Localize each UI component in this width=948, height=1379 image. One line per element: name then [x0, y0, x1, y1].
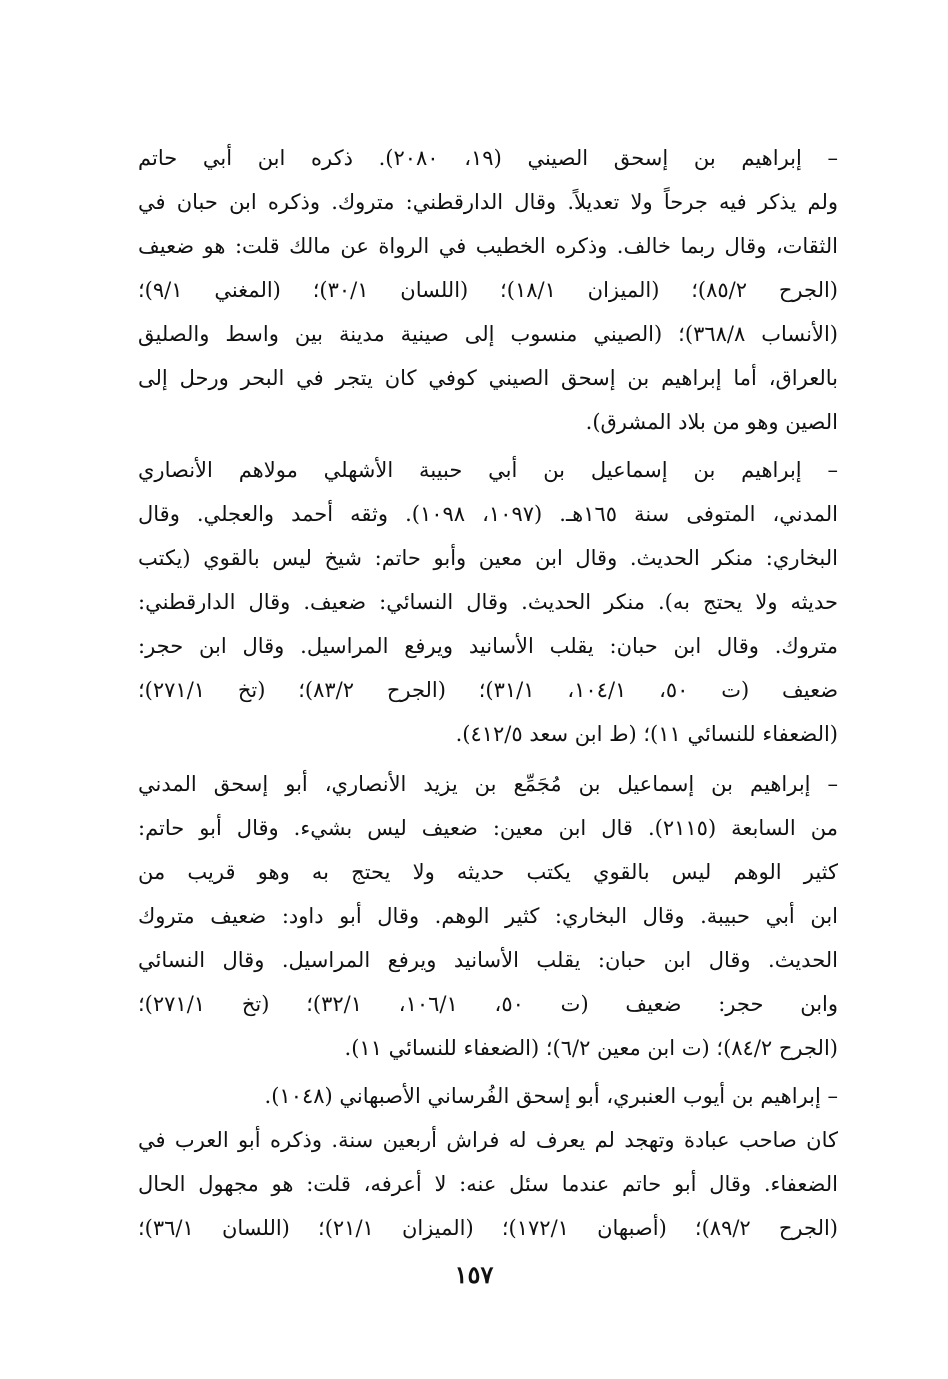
entry-line: – إبراهيم بن إسحق الصيني (١٩، ٢٠٨٠). ذكره ابن أبي حاتم	[138, 146, 838, 170]
entry-line: كثير الوهم ليس بالقوي يكتب حديثه ولا يحتج به وهو قريب من	[138, 860, 838, 884]
entry-ibrahim-ibn-ismail-ibn-abi-habiba	[138, 448, 838, 756]
entry-line: ابن أبي حبيبة. وقال البخاري: كثير الوهم. وقال أبو داود: ضعيف متروك	[138, 904, 838, 928]
entry-line: الصين وهو من بلاد المشرق).	[585, 410, 838, 434]
entry-line: بالعراق، أما إبراهيم بن إسحق الصيني كوفي كان يتجر في البحر ورحل إلى	[138, 366, 838, 390]
entry-line: متروك. وقال ابن حبان: يقلب الأسانيد ويرفع المراسيل. وقال ابن حجر:	[138, 634, 838, 658]
entry-line: ولم يذكر فيه جرحاً ولا تعديلاً. وقال الدارقطني: متروك. وذكره ابن حبان في	[138, 190, 838, 214]
entry-ibrahim-ibn-ishaq-al-sini	[138, 136, 838, 444]
entry-line: من السابعة (٢١١٥). قال ابن معين: ضعيف ليس بشيء. وقال أبو حاتم:	[138, 816, 838, 840]
entry-line: الثقات، وقال ربما خالف. وذكره الخطيب في الرواة عن مالك قلت: هو ضعيف	[138, 234, 838, 258]
entry-line: (الجرح ٨٥/٢)؛ (الميزان ١٨/١)؛ (اللسان ٣٠/١)؛ (المغني ٩/١)؛	[138, 278, 838, 302]
entry-line: الحديث. وقال ابن حبان: يقلب الأسانيد ويرفع المراسيل. وقال النسائي	[138, 948, 838, 972]
entry-line: البخاري: منكر الحديث. وقال ابن معين وأبو حاتم: شيخ ليس بالقوي (يكتب	[138, 546, 838, 570]
entry-line: حديثه ولا يحتج به). منكر الحديث. وقال النسائي: ضعيف. وقال الدارقطني:	[138, 590, 838, 614]
entry-ibrahim-ibn-ayyub-al-anbari	[138, 1074, 838, 1250]
entry-line: كان صاحب عبادة وتهجد لم يعرف له فراش أربعين سنة. وذكره أبو العرب في	[138, 1128, 838, 1152]
entry-line: الضعفاء. وقال أبو حاتم عندما سئل عنه: لا أعرفه، قلت: هو مجهول الحال	[138, 1172, 838, 1196]
entry-line: وابن حجر: ضعيف (ت ٥٠، ١٠٦/١، ٣٢/١)؛ (تخ ٢٧١/١)؛	[138, 992, 839, 1016]
entry-line: المدني، المتوفى سنة ١٦٥هـ. (١٠٩٧، ١٠٩٨). وثقه أحمد والعجلي. وقال	[138, 502, 838, 526]
entry-line: – إبراهيم بن إسماعيل بن مُجَمِّع بن يزيد الأنصاري، أبو إسحق المدني	[138, 772, 838, 796]
entry-line: (الضعفاء للنسائي ١١)؛ (ط ابن سعد ٤١٢/٥).	[455, 722, 838, 746]
entry-line: ضعيف (ت ٥٠، ١٠٤/١، ٣١/١)؛ (الجرح ٨٣/٢)؛ (تخ ٢٧١/١)؛	[138, 678, 839, 702]
page-number: ١٥٧	[454, 1260, 494, 1289]
entry-line: (الجرح ٨٩/٢)؛ (أصبهان ١٧٢/١)؛ (الميزان ٢١/١)؛ (اللسان ٣٦/١)؛	[138, 1216, 838, 1240]
entry-line: – إبراهيم بن إسماعيل بن أبي حبيبة الأشهلي مولاهم الأنصاري	[138, 458, 838, 482]
entry-line: – إبراهيم بن أيوب العنبري، أبو إسحق الفُرساني الأصبهاني (١٠٤٨).	[264, 1084, 838, 1108]
entry-line: (الجرح ٨٤/٢)؛ (ت ابن معين ٦/٢)؛ (الضعفاء للنسائي ١١).	[344, 1036, 838, 1060]
entry-ibrahim-ibn-ismail-ibn-mujammi	[138, 762, 838, 1070]
entry-line: (الأنساب ٣٦٨/٨)؛ (الصيني منسوب إلى صينية مدينة بين واسط والصليق	[138, 322, 838, 346]
